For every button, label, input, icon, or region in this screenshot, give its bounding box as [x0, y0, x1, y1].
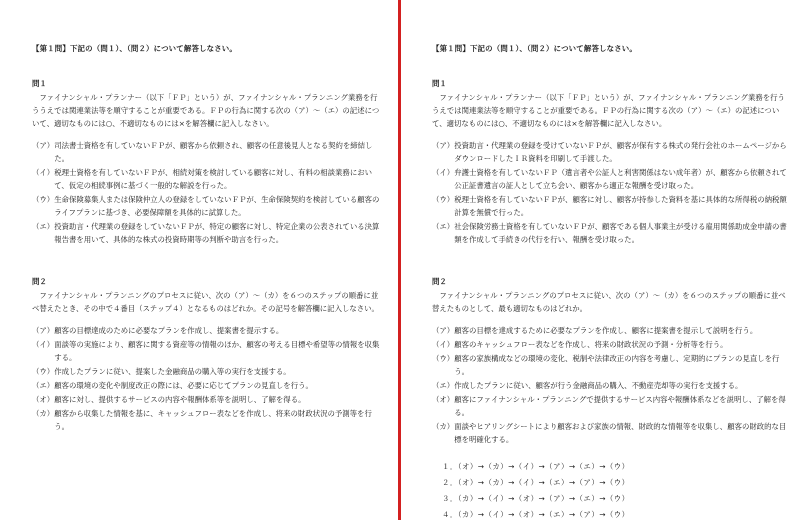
item-text: 顧客のキャッシュフロー表などを作成し、将来の財政状況の予測・分析等を行う。 — [454, 340, 728, 349]
right-page — [402, 0, 800, 520]
question-2-title: 問２ — [32, 277, 47, 286]
choice-4: ４．（カ）→（イ）→（オ）→（エ）→（ア）→（ウ） — [442, 510, 630, 519]
item-label: （イ） — [32, 340, 55, 349]
list-item — [32, 220, 384, 246]
item-text: 司法書士資格を有していないＦＰが、顧客から依頼され、顧客の任意後見人となる契約を締結した。 — [54, 141, 373, 163]
list-item — [432, 393, 788, 419]
item-label: （エ） — [432, 222, 455, 231]
item-text: 顧客から収集した情報を基に、キャッシュフロー表などを作成し、将来の財政状況の予測等を行う。 — [54, 409, 372, 431]
question-2-intro: ファイナンシャル・プランニングのプロセスに従い、次の（ア）～（カ）を６つのステップの順番に並べ替えたものとして、最も適切なものはどれか。 — [432, 291, 786, 313]
list-item — [432, 220, 788, 246]
question-2-items — [432, 324, 788, 446]
question-1-intro: ファイナンシャル・プランナー（以下「ＦＰ」という）が、ファイナンシャル・プランニング業務を行ううえでは関連業法等を順守することが重要である。ＦＰの行為に関する次の（ア）～（エ）の記述について、適切なものには○、不適切なものには×を解答欄に記入しなさい。 — [32, 93, 380, 128]
question-1-title: 問１ — [432, 79, 447, 88]
item-label: （ウ） — [432, 354, 455, 363]
item-text: 顧客の家族構成などの環境の変化、税制や法律改正の内容を考慮し、定期的にプランの見直しを行う。 — [454, 354, 780, 376]
item-label: （エ） — [32, 222, 55, 231]
list-item — [432, 166, 788, 192]
list-item — [432, 338, 788, 351]
question-1-items — [32, 139, 384, 246]
item-text: 社会保険労務士資格を有していないＦＰが、顧客である個人事業主が受ける雇用関係助成金申請の書類を作成して手続きの代行を行い、報酬を受け取った。 — [454, 222, 787, 244]
item-text: 投資助言・代理業の登録を受けていないＦＰが、顧客が保有する株式の発行会社のホームページからダウンロードしたＩＲ資料を印刷して手渡した。 — [454, 141, 787, 163]
section-header: 【第１問】下記の（問１）、（問２）について解答しなさい。 — [432, 44, 637, 53]
item-label: （ウ） — [32, 195, 55, 204]
red-divider — [398, 0, 401, 520]
item-text: 作成したプランに従い、提案した金融商品の購入等の実行を支援する。 — [54, 367, 291, 376]
list-item — [32, 365, 384, 378]
left-page — [0, 0, 398, 520]
list-item — [32, 193, 384, 219]
item-text: 顧客の環境の変化や制度改正の際には、必要に応じてプランの見直しを行う。 — [54, 381, 313, 390]
list-item — [32, 166, 384, 192]
item-text: 顧客にファイナンシャル・プランニングで提供するサービス内容や報酬体系などを説明し、了解を得る。 — [454, 395, 786, 417]
answer-choices — [432, 460, 788, 521]
question-2-title: 問２ — [432, 277, 447, 286]
item-text: 顧客の目標達成のために必要なプランを作成し、提案書を提示する。 — [54, 326, 284, 335]
list-item — [32, 324, 384, 337]
item-label: （ウ） — [432, 195, 455, 204]
item-text: 作成したプランに従い、顧客が行う金融商品の購入、不動産売却等の実行を支援する。 — [454, 381, 743, 390]
question-2-intro: ファイナンシャル・プランニングのプロセスに従い、次の（ア）～（カ）を６つのステップの順番に並べ替えたとき、その中で４番目（ステップ４）となるものはどれか。その記号を解答欄に記入しなさい。 — [32, 291, 379, 313]
item-label: （イ） — [32, 168, 55, 177]
question-1-intro: ファイナンシャル・プランナー（以下「ＦＰ」という）が、ファイナンシャル・プランニング業務を行ううえでは関連業法等を順守することが重要である。ＦＰの行為に関する次の（ア）～（エ）の記述について、適切なものには○、不適切なものには×を解答欄に記入しなさい。 — [432, 93, 785, 128]
item-text: 税理士資格を有していないＦＰが、相続対策を検討している顧客に対し、有料の相談業務において、仮定の相続事例に基づく一般的な解説を行った。 — [54, 168, 372, 190]
item-label: （カ） — [432, 422, 455, 431]
list-item — [32, 407, 384, 433]
item-text: 面談等の実施により、顧客に関する資産等の情報のほか、顧客の考える目標や希望等の情報を収集する。 — [54, 340, 380, 362]
choice-3: ３．（カ）→（イ）→（オ）→（ア）→（エ）→（ウ） — [442, 494, 630, 503]
item-text: 税理士資格を有していないＦＰが、顧客に対し、顧客が持参した資料を基に具体的な所得税の納税額計算を無償で行った。 — [454, 195, 787, 217]
item-text: 面談やヒアリングシートにより顧客および家族の情報、財政的な情報等を収集し、顧客の財政的な目標を明確化する。 — [454, 422, 787, 444]
item-label: （オ） — [32, 395, 55, 404]
list-item — [32, 139, 384, 165]
choice-2: ２．（オ）→（カ）→（イ）→（エ）→（ア）→（ウ） — [442, 478, 630, 487]
list-item — [32, 393, 384, 406]
item-label: （ア） — [432, 326, 455, 335]
list-item — [432, 352, 788, 378]
list-item — [432, 420, 788, 446]
section-header: 【第１問】下記の（問１）、（問２）について解答しなさい。 — [32, 44, 237, 53]
list-item — [432, 379, 788, 392]
item-text: 生命保険募集人または保険仲立人の登録をしていないＦＰが、生命保険契約を検討している顧客のライフプランに基づき、必要保障額を具体的に試算した。 — [54, 195, 380, 217]
item-text: 顧客の目標を達成するために必要なプランを作成し、顧客に提案書を提示して説明を行う。 — [454, 326, 758, 335]
item-label: （イ） — [432, 168, 455, 177]
item-label: （オ） — [432, 395, 455, 404]
list-item — [32, 338, 384, 364]
item-label: （ア） — [32, 141, 55, 150]
list-item — [32, 379, 384, 392]
list-item — [432, 193, 788, 219]
question-1-title: 問１ — [32, 79, 47, 88]
item-label: （カ） — [32, 409, 55, 418]
item-text: 顧客に対し、提供するサービスの内容や報酬体系等を説明し、了解を得る。 — [54, 395, 306, 404]
question-1-items — [432, 139, 788, 246]
list-item — [432, 324, 788, 337]
item-label: （ア） — [32, 326, 55, 335]
item-label: （ウ） — [32, 367, 55, 376]
item-label: （エ） — [32, 381, 55, 390]
list-item — [432, 139, 788, 165]
item-label: （イ） — [432, 340, 455, 349]
item-text: 弁護士資格を有していないＦＰ（遺言者や公証人と利害関係はない成年者）が、顧客から依頼されて公正証書遺言の証人として立ち会い、顧客から適正な報酬を受け取った。 — [454, 168, 787, 190]
choice-1: １．（オ）→（カ）→（イ）→（ア）→（エ）→（ウ） — [442, 462, 630, 471]
item-text: 投資助言・代理業の登録をしていないＦＰが、特定の顧客に対し、特定企業の公表されている決算報告書を用いて、具体的な株式の投資時期等の判断や助言を行った。 — [54, 222, 380, 244]
item-label: （エ） — [432, 381, 455, 390]
item-label: （ア） — [432, 141, 455, 150]
question-2-items — [32, 324, 384, 433]
